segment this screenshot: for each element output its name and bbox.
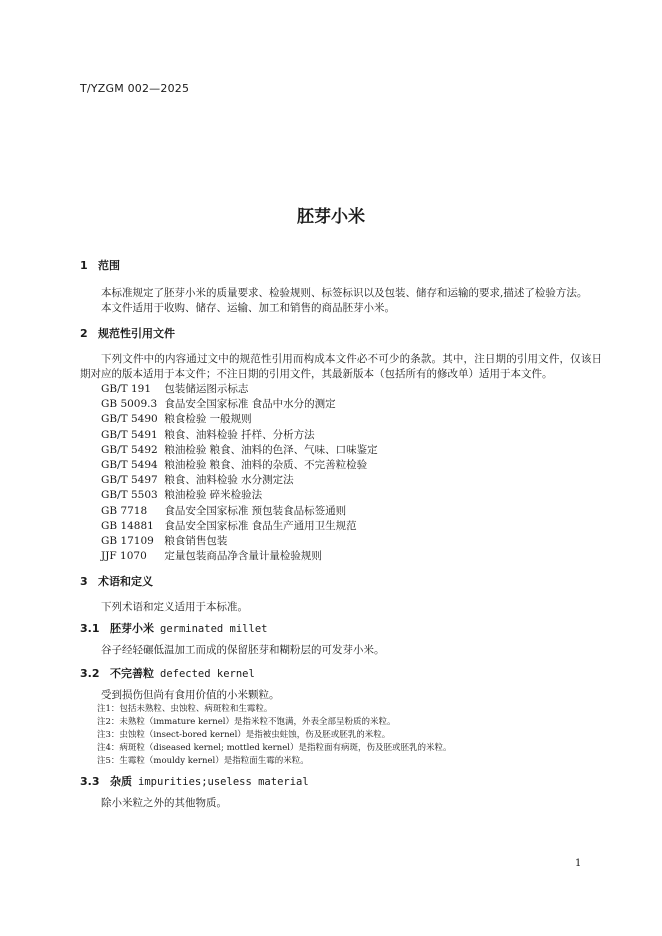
document-title: 胚芽小米 [297,207,365,227]
reference-item [80,382,602,397]
reference-item [80,397,602,412]
reference-code: GB/T 5490 [101,413,158,426]
reference-title: 粮食销售包装 [164,535,228,548]
note-item: 注4：病斑粒（diseased kernel; mottled kernel）是指粒面有病斑，伤及胚或胚乳的米粒。 [97,743,452,754]
reference-item [80,549,602,564]
reference-title: 粮食、油料检验 水分测定法 [164,474,294,487]
term-number: 3.3 [80,775,100,789]
section-title: 术语和定义 [98,575,153,589]
term-name: 胚芽小米 [110,622,154,636]
terms-intro: 下列术语和定义适用于本标准。 [101,601,248,614]
reference-item [80,412,602,427]
term-3-1-heading [80,621,602,637]
reference-code: GB/T 191 [101,383,152,395]
reference-title: 食品安全国家标准 食品生产通用卫生规范 [164,519,357,532]
reference-title: 粮食、油料检验 扦样、分析方法 [164,428,315,441]
reference-title: 食品安全国家标准 食品中水分的测定 [164,398,336,411]
references-intro: 下列文件中的内容通过文中的规范性引用而构成本文件必不可少的条款。其中，注日期的引用文件，仅该日期对应的版本适用于本文件；不注日期的引用文件，其最新版本（包括所有的修改单）适用于本文件。 [80,353,602,380]
reference-code: GB/T 5494 [101,459,158,472]
reference-code: GB 17109 [101,535,154,548]
term-3-2-definition: 受到损伤但尚有食用价值的小米颗粒。 [101,689,280,702]
note-list [80,703,602,768]
section-number: 2 [80,327,88,340]
section-3-heading [80,574,602,590]
reference-title: 粮油检验 碎米检验法 [164,489,263,502]
term-3-1-definition: 谷子经轻碾低温加工而成的保留胚芽和糊粉层的可发芽小米。 [101,644,385,657]
reference-item [80,534,602,549]
reference-title: 粮食检验 一般规则 [164,413,252,426]
reference-item [80,504,602,519]
reference-code: GB/T 5492 [101,443,158,456]
section-number: 1 [80,259,88,272]
term-number: 3.2 [80,667,100,681]
reference-item [80,443,602,458]
reference-title: 食品安全国家标准 预包装食品标签通则 [164,504,347,517]
section-number: 3 [80,575,88,589]
page-number: 1 [575,858,582,869]
reference-code: GB 14881 [101,519,154,532]
reference-code: GB/T 5491 [101,428,158,441]
reference-title: 定量包装商品净含量计量检验规则 [164,550,322,563]
note-item: 注3：虫蚀粒（insect-bored kernel）是指被虫蛀蚀，伤及胚或胚乳的米粒。 [97,730,391,741]
reference-title: 粮油检验 粮食、油料的色泽、气味、口味鉴定 [164,443,378,456]
reference-title: 粮油检验 粮食、油料的杂质、不完善粒检验 [164,459,368,472]
reference-code: GB 7718 [101,504,148,517]
reference-item [80,473,602,488]
section-title: 规范性引用文件 [98,327,175,340]
term-name: 杂质 [110,775,132,789]
reference-item [80,519,602,534]
section-2-heading [80,326,602,342]
reference-code: JJF 1070 [101,550,147,563]
reference-list [80,382,602,564]
reference-item [80,458,602,473]
reference-code: GB/T 5497 [101,474,158,487]
reference-code: GB 5009.3 [101,398,158,411]
reference-code: GB/T 5503 [101,489,158,502]
term-number: 3.1 [80,622,100,636]
term-3-3-heading [80,774,602,790]
term-3-2-heading [80,666,602,682]
term-english: impurities;useless material [138,776,309,789]
section-1-heading [80,258,602,274]
note-item: 注5：生霉粒（mouldy kernel）是指粒面生霉的米粒。 [97,756,309,767]
document-body [80,258,602,811]
term-3-3-definition: 除小米粒之外的其他物质。 [101,797,227,810]
term-english: defected kernel [160,668,255,681]
scope-paragraph-1: 本标准规定了胚芽小米的质量要求、检验规则、标签标识以及包装、储存和运输的要求,描述了检验方法。 [101,287,588,299]
term-name: 不完善粒 [110,667,154,681]
reference-title: 包装储运图示标志 [164,383,249,395]
reference-item [80,488,602,503]
standard-number: T/YZGM 002—2025 [80,82,190,95]
term-english: germinated millet [160,623,268,636]
section-title: 范围 [98,259,120,272]
note-item: 注2：未熟粒（immature kernel）是指米粒不饱满，外表全部呈粉质的米粒。 [97,717,396,728]
scope-paragraph-2: 本文件适用于收购、储存、运输、加工和销售的商品胚芽小米。 [101,302,395,314]
reference-item [80,428,602,443]
note-item: 注1：包括未熟粒、虫蚀粒、病斑粒和生霉粒。 [97,704,273,715]
